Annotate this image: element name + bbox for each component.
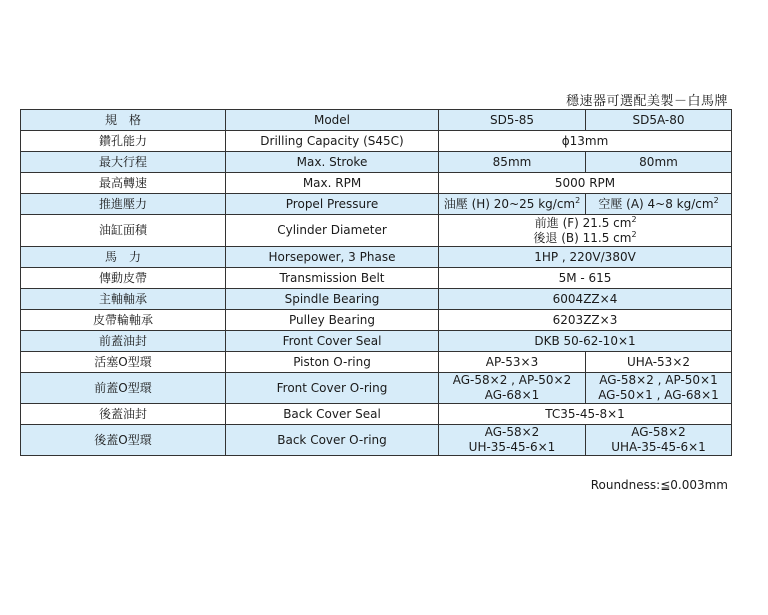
value-line [533,231,636,246]
spec-table [20,109,732,456]
row-label-en: Spindle Bearing [226,289,439,310]
table-row [21,404,732,425]
row-label-zh: 最大行程 [21,152,226,173]
row-label-zh: 推進壓力 [21,194,226,215]
row-value-sd5-85 [439,373,586,404]
table-caption: 穩速器可選配美製－白馬牌 [565,94,728,109]
row-label-zh: 傳動皮帶 [21,268,226,289]
row-label-en: Propel Pressure [226,194,439,215]
row-value-sd5-85: AP-53×3 [439,352,586,373]
table-row [21,194,732,215]
row-value: TC35-45-8×1 [439,404,732,425]
row-label-zh: 最高轉速 [21,173,226,194]
row-label-zh: 後蓋油封 [21,404,226,425]
table-row [21,425,732,456]
header-model-sd5-85: SD5-85 [439,110,586,131]
row-value: 6203ZZ×3 [439,310,732,331]
row-value-sd5a-80 [586,373,732,404]
table-row [21,173,732,194]
row-label-en: Front Cover Seal [226,331,439,352]
row-value-sd5a-80 [586,425,732,456]
row-label-en: Back Cover Seal [226,404,439,425]
row-value: ϕ13mm [439,131,732,152]
table-row [21,131,732,152]
value-text: 前進 (F) 21.5 cm [534,215,632,230]
row-value [439,215,732,247]
row-label-en: Cylinder Diameter [226,215,439,247]
table-row [21,215,732,247]
header-model: Model [226,110,439,131]
value-line [533,216,636,231]
value-line: AG-58×2 [631,425,686,439]
table-row [21,373,732,404]
row-value: 1HP , 220V/380V [439,247,732,268]
value-line: AG-58×2 [484,425,540,439]
table-row [21,247,732,268]
superscript: 2 [713,195,719,205]
value-line: AG-58×2 , AP-50×1 [599,373,718,387]
row-value: 5000 RPM [439,173,732,194]
row-label-zh: 前蓋油封 [21,331,226,352]
value-text: 空壓 (A) 4~8 kg/cm [598,196,714,211]
row-label-en: Piston O-ring [226,352,439,373]
value-line: UH-35-45-6×1 [468,440,556,454]
row-value-sd5-85 [439,425,586,456]
row-value-sd5-85: 85mm [439,152,586,173]
row-value-sd5a-80: 80mm [586,152,732,173]
row-label-en: Front Cover O-ring [226,373,439,404]
table-row [21,289,732,310]
row-label-en: Horsepower, 3 Phase [226,247,439,268]
row-value: DKB 50-62-10×1 [439,331,732,352]
row-label-zh: 活塞O型環 [21,352,226,373]
row-label-en: Transmission Belt [226,268,439,289]
superscript: 2 [575,195,581,205]
table-row [21,268,732,289]
row-label-zh: 皮帶輪軸承 [21,310,226,331]
table-row [21,310,732,331]
row-value: 5M - 615 [439,268,732,289]
value-line: AG-58×2 , AP-50×2 [452,373,572,387]
table-row [21,331,732,352]
row-label-en: Drilling Capacity (S45C) [226,131,439,152]
row-value-sd5a-80: UHA-53×2 [586,352,732,373]
header-row [21,110,732,131]
table-row [21,152,732,173]
row-label-en: Max. Stroke [226,152,439,173]
header-model-sd5a-80: SD5A-80 [586,110,732,131]
value-text: 油壓 (H) 20~25 kg/cm [443,196,576,211]
row-label-en: Max. RPM [226,173,439,194]
row-label-en: Back Cover O-ring [226,425,439,456]
value-line: AG-68×1 [484,388,540,402]
row-label-en: Pulley Bearing [226,310,439,331]
row-value: 6004ZZ×4 [439,289,732,310]
value-line: AG-50×1 , AG-68×1 [598,388,719,402]
row-label-zh: 前蓋O型環 [21,373,226,404]
row-label-zh: 主軸軸承 [21,289,226,310]
table-row [21,352,732,373]
superscript: 2 [631,229,637,239]
value-line: UHA-35-45-6×1 [611,440,706,454]
row-label-zh: 馬 力 [21,247,226,268]
roundness-note: Roundness:≦0.003mm [590,478,728,492]
value-text: 後退 (B) 11.5 cm [533,230,632,245]
row-label-zh: 後蓋O型環 [21,425,226,456]
row-label-zh: 鑽孔能力 [21,131,226,152]
value-stack [533,216,636,246]
superscript: 2 [631,214,637,224]
row-value-sd5-85 [439,194,586,215]
header-spec: 規 格 [21,110,226,131]
row-value-sd5a-80 [586,194,732,215]
row-label-zh: 油缸面積 [21,215,226,247]
